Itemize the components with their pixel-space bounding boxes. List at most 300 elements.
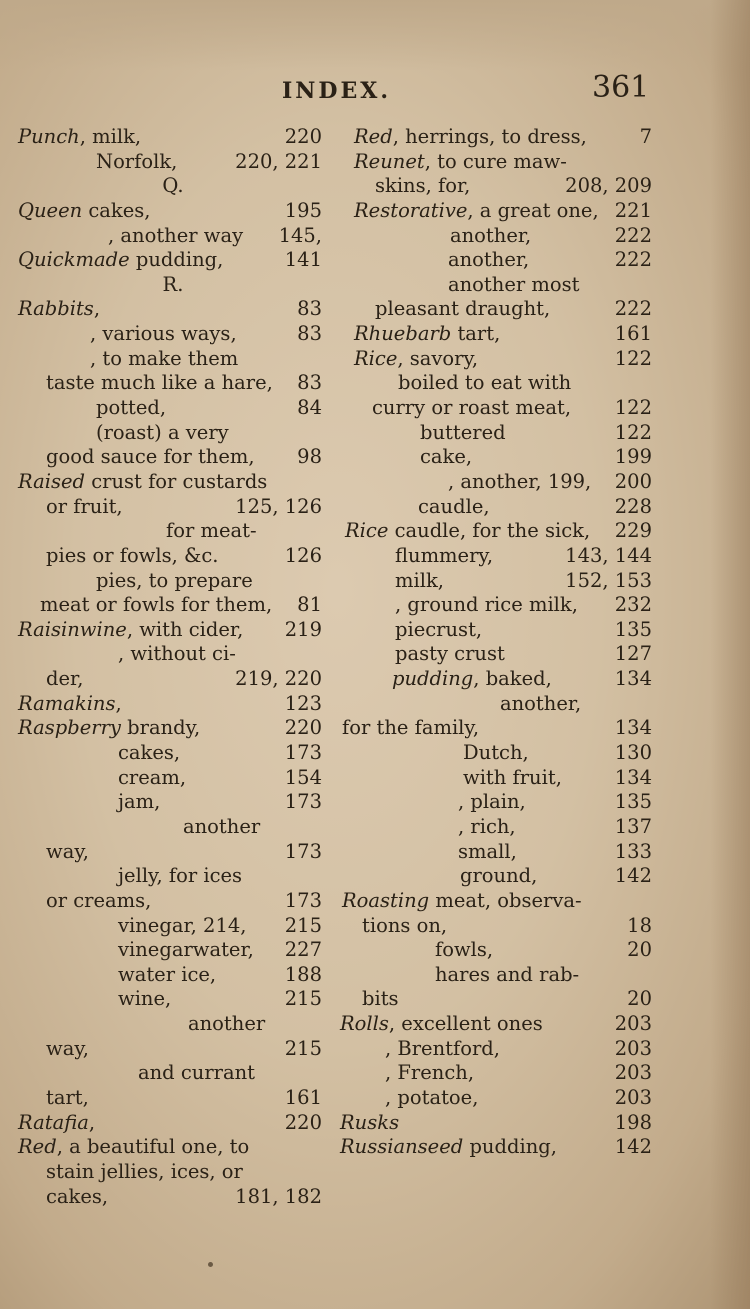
entry-text (375, 297, 550, 322)
entry-text (96, 569, 253, 594)
entry-description: cakes, (46, 1184, 109, 1208)
entry-description: skins, for, (375, 174, 471, 198)
index-entry (340, 174, 662, 199)
index-entry (18, 174, 328, 199)
entry-page-number: 199 (614, 445, 652, 469)
entry-page-number: 123 (284, 691, 322, 715)
entry-description: , plain, (458, 790, 526, 814)
entry-heading: Ratafia (18, 1110, 89, 1134)
entry-text (118, 914, 246, 939)
index-entry (18, 618, 328, 643)
entry-text (118, 790, 160, 815)
entry-page-number: 122 (614, 420, 652, 444)
entry-page-number: 83 (297, 297, 322, 321)
entry-heading: Rusks (340, 1110, 400, 1134)
entry-description: cakes, (82, 198, 151, 222)
index-entry (18, 864, 328, 889)
entry-text (166, 519, 257, 544)
page-header (0, 70, 750, 110)
entry-page-number: 188 (284, 962, 322, 986)
index-entry (18, 815, 328, 840)
index-entry (340, 519, 662, 544)
entry-text (463, 741, 529, 766)
index-entry (340, 790, 662, 815)
entry-text (90, 322, 237, 347)
entry-description: , without ci- (118, 642, 236, 666)
entry-heading: Red (354, 125, 393, 148)
index-entry (340, 766, 662, 791)
entry-text (118, 963, 216, 988)
entry-description: another, (448, 248, 530, 272)
page-title: INDEX. (282, 78, 391, 104)
entry-text (463, 766, 562, 791)
entry-description: ground, (460, 864, 538, 888)
entry-page-number: 215 (284, 987, 322, 1011)
index-entry (340, 864, 662, 889)
entry-page-number: 134 (614, 765, 652, 789)
entry-heading: Russianseed (340, 1135, 464, 1159)
entry-page-number: 130 (614, 741, 652, 765)
index-entry (18, 396, 328, 421)
entry-description: Norfolk, (96, 149, 178, 173)
index-column-right (340, 125, 662, 1160)
entry-page-number: 203 (614, 1061, 652, 1085)
entry-description: way, (46, 1036, 89, 1060)
entry-text (18, 692, 122, 717)
entry-text (183, 815, 260, 840)
entry-page-number: 134 (614, 716, 652, 740)
entry-page-number: 143, 144 (565, 543, 652, 567)
entry-page-number: 208, 209 (565, 174, 652, 198)
entry-text (118, 987, 171, 1012)
entry-heading: Rhuebarb (354, 322, 452, 346)
entry-text (342, 716, 479, 741)
entry-page-number: 203 (614, 1085, 652, 1109)
entry-description: , another way (108, 223, 244, 247)
entry-text (46, 495, 123, 520)
entry-text (340, 1012, 543, 1037)
entry-text (118, 766, 186, 791)
entry-heading: Quickmade (18, 248, 130, 272)
entry-text (420, 445, 472, 470)
index-entry (340, 199, 662, 224)
entry-page-number: 98 (297, 445, 322, 469)
entry-page-number: 161 (614, 322, 652, 346)
entry-description: , a great one, (467, 198, 599, 222)
index-entry (18, 322, 328, 347)
entry-page-number: 134 (614, 667, 652, 691)
index-entry (18, 1160, 328, 1185)
entry-text (354, 199, 599, 224)
entry-description: small, (458, 839, 517, 863)
index-entry (340, 815, 662, 840)
entry-description: , Brentford, (385, 1036, 500, 1060)
index-entry (18, 1185, 328, 1210)
entry-description: or creams, (46, 888, 152, 912)
index-entry (340, 445, 662, 470)
entry-description: der, (46, 667, 84, 691)
entry-heading: Rolls (340, 1012, 389, 1036)
entry-text (18, 618, 243, 643)
entry-heading: Rice (345, 519, 389, 543)
entry-description: boiled to eat with (398, 371, 572, 395)
entry-page-number: 122 (614, 396, 652, 420)
index-entry (18, 199, 328, 224)
entry-text (500, 692, 581, 717)
index-entry (18, 667, 328, 692)
entry-description: brandy, (120, 716, 201, 740)
entry-page-number: 195 (284, 198, 322, 222)
entry-page-number: 141 (284, 248, 322, 272)
index-entry (340, 273, 662, 298)
entry-heading: Roasting (342, 888, 430, 912)
index-entry (18, 421, 328, 446)
entry-text (435, 938, 493, 963)
entry-text (138, 1061, 255, 1086)
entry-text (354, 347, 478, 372)
index-entry (18, 963, 328, 988)
entry-page-number: 227 (284, 938, 322, 962)
index-entry (340, 889, 662, 914)
index-entry (18, 248, 328, 273)
entry-text (40, 593, 272, 618)
index-entry (18, 642, 328, 667)
entry-page-number: 133 (614, 839, 652, 863)
index-entry (340, 667, 662, 692)
entry-text (458, 790, 526, 815)
entry-page-number: 142 (614, 1135, 652, 1159)
entry-text (458, 815, 516, 840)
entry-text (188, 1012, 265, 1037)
index-entry (340, 840, 662, 865)
entry-heading: pudding (392, 667, 474, 691)
entry-text (392, 667, 552, 692)
index-entry (18, 987, 328, 1012)
entry-text (18, 199, 151, 224)
entry-description: , with cider, (126, 617, 244, 641)
index-entry (340, 716, 662, 741)
entry-text (340, 1111, 399, 1136)
entry-text (450, 224, 531, 249)
index-entry (18, 766, 328, 791)
index-entry (340, 1086, 662, 1111)
page-stain (0, 0, 750, 70)
entry-description: , a beautiful one, to (56, 1135, 250, 1159)
entry-description: taste much like a hare, (46, 371, 273, 395)
entry-description: , savory, (397, 346, 479, 370)
entry-description: , French, (385, 1061, 475, 1085)
entry-text (46, 840, 89, 865)
entry-description: jelly, for ices (118, 864, 243, 888)
entry-description: water ice, (118, 962, 217, 986)
index-entry (340, 569, 662, 594)
entry-page-number: 81 (297, 593, 322, 617)
entry-description: good sauce for them, (46, 445, 255, 469)
entry-page-number: 173 (284, 741, 322, 765)
entry-description: , various ways, (90, 322, 237, 346)
entry-description: caudle, for the sick, (388, 519, 591, 543)
entry-text (458, 840, 517, 865)
entry-page-number: 229 (614, 519, 652, 543)
entry-page-number: 222 (614, 248, 652, 272)
index-entry (340, 150, 662, 175)
entry-text (342, 889, 582, 914)
index-entry (18, 224, 328, 249)
entry-text (460, 864, 537, 889)
entry-page-number: 219 (284, 617, 322, 641)
entry-heading: Rabbits (18, 297, 94, 321)
entry-text (46, 667, 83, 692)
entry-page-number: 18 (627, 913, 652, 937)
entry-description: caudle, (418, 494, 490, 518)
entry-page-number: 173 (284, 888, 322, 912)
entry-page-number: 228 (614, 494, 652, 518)
entry-description: and currant (138, 1061, 256, 1085)
index-entry (340, 1061, 662, 1086)
index-entry (340, 396, 662, 421)
index-entry (18, 914, 328, 939)
index-entry (18, 569, 328, 594)
entry-text (420, 421, 506, 446)
entry-page-number: 137 (614, 814, 652, 838)
entry-description: cake, (420, 445, 473, 469)
entry-description: tart, (46, 1085, 89, 1109)
entry-text (96, 396, 166, 421)
entry-text (46, 1037, 89, 1062)
entry-description: , another, 199, (448, 469, 592, 493)
entry-heading: Raisinwine (18, 617, 127, 641)
entry-description: another (188, 1012, 266, 1036)
entry-page-number: 232 (614, 593, 652, 617)
entry-description: , (115, 691, 122, 715)
entry-page-number: 220 (284, 125, 322, 148)
entry-text (354, 322, 500, 347)
entry-description: pleasant draught, (375, 297, 551, 321)
entry-page-number: 20 (627, 987, 652, 1011)
index-entry (340, 297, 662, 322)
entry-page-number: 135 (614, 790, 652, 814)
entry-page-number: 145, (278, 223, 322, 247)
entry-text (46, 1086, 89, 1111)
entry-page-number: 135 (614, 617, 652, 641)
entry-description: pies or fowls, &c. (46, 543, 219, 567)
index-entry (340, 322, 662, 347)
entry-page-number: 203 (614, 1012, 652, 1036)
entry-text (18, 1111, 95, 1136)
index-column-left (18, 125, 328, 1209)
entry-text (395, 642, 505, 667)
index-entry (18, 1111, 328, 1136)
index-entry (340, 642, 662, 667)
index-entry (340, 224, 662, 249)
index-entry (18, 938, 328, 963)
index-entry (18, 297, 328, 322)
entry-page-number: 215 (284, 913, 322, 937)
index-entry (340, 544, 662, 569)
index-entry (340, 1135, 662, 1160)
index-entry (18, 840, 328, 865)
index-entry (18, 1061, 328, 1086)
index-entry (340, 618, 662, 643)
entry-description: (roast) a very (96, 420, 229, 444)
index-entry (340, 593, 662, 618)
entry-text (118, 741, 180, 766)
entry-page-number: 215 (284, 1036, 322, 1060)
entry-description: cakes, (118, 741, 181, 765)
section-letter: Q. (162, 174, 184, 198)
entry-description: , potatoe, (385, 1085, 479, 1109)
entry-page-number: 222 (614, 223, 652, 247)
entry-description: way, (46, 839, 89, 863)
entry-text (395, 544, 493, 569)
entry-description: jam, (118, 790, 161, 814)
entry-text (90, 347, 238, 372)
entry-page-number: 122 (614, 346, 652, 370)
entry-text (108, 224, 243, 249)
entry-description: , to make them (90, 346, 239, 370)
entry-page-number: 125, 126 (235, 494, 322, 518)
index-entry (18, 470, 328, 495)
entry-page-number: 20 (627, 938, 652, 962)
entry-text (118, 642, 236, 667)
entry-text (46, 1185, 108, 1210)
entry-text (395, 618, 482, 643)
index-entry (18, 371, 328, 396)
entry-description: tart, (451, 322, 501, 346)
entry-heading: Rice (354, 346, 398, 370)
index-entry (18, 495, 328, 520)
entry-text (395, 569, 444, 594)
entry-description: another most (448, 272, 580, 296)
entry-description: fowls, (435, 938, 494, 962)
entry-description: tions on, (362, 913, 448, 937)
entry-description: for meat- (166, 519, 257, 543)
entry-description: another (183, 814, 261, 838)
entry-description: potted, (96, 396, 167, 420)
index-entry (340, 914, 662, 939)
entry-heading: Queen (18, 198, 83, 222)
entry-page-number: 161 (284, 1085, 322, 1109)
index-entry (340, 347, 662, 372)
entry-text (46, 445, 255, 470)
index-entry (18, 716, 328, 741)
entry-text (385, 1086, 478, 1111)
entry-page-number: 142 (614, 864, 652, 888)
entry-text (46, 544, 219, 569)
entry-page-number: 219, 220 (235, 667, 322, 691)
index-entry (18, 1012, 328, 1037)
entry-description: , (93, 297, 101, 321)
entry-description: wine, (118, 987, 172, 1011)
index-entry (340, 741, 662, 766)
entry-text (340, 1135, 557, 1160)
entry-description: curry or roast meat, (372, 396, 572, 420)
index-entry (18, 347, 328, 372)
index-entry (340, 495, 662, 520)
entry-heading: Ramakins (18, 691, 116, 715)
index-entry (18, 1037, 328, 1062)
entry-text (448, 248, 529, 273)
entry-text (354, 150, 567, 175)
entry-text (372, 396, 571, 421)
index-entry (18, 150, 328, 175)
entry-description: crust for custards (85, 469, 268, 493)
index-entry (340, 125, 662, 150)
entry-page-number: 198 (614, 1110, 652, 1134)
ink-speck (208, 1262, 213, 1267)
entry-description: meat, observa- (429, 888, 582, 912)
entry-page-number: 84 (297, 396, 322, 420)
entry-text (46, 371, 273, 396)
page-edge-shadow (710, 0, 750, 1309)
entry-text (385, 1061, 474, 1086)
entry-text (18, 470, 267, 495)
entry-heading: Red (18, 1135, 57, 1159)
entry-text (18, 125, 141, 150)
entry-page-number: 181, 182 (235, 1184, 322, 1208)
entry-page-number: 83 (297, 322, 322, 346)
index-entry (340, 1012, 662, 1037)
entry-description: , excellent ones (388, 1012, 543, 1036)
entry-page-number: 221 (614, 198, 652, 222)
entry-page-number: 152, 153 (565, 568, 652, 592)
index-entry (18, 544, 328, 569)
entry-page-number: 127 (614, 642, 652, 666)
entry-description: , (88, 1110, 96, 1134)
index-entry (18, 273, 328, 298)
index-entry (340, 938, 662, 963)
entry-description: with fruit, (463, 765, 562, 789)
entry-description: pudding, (129, 248, 224, 272)
entry-page-number: 220, 221 (235, 149, 322, 173)
entry-text (395, 593, 578, 618)
index-entry (18, 593, 328, 618)
entry-heading: Punch (18, 125, 80, 148)
entry-text (18, 248, 223, 273)
entry-text (18, 716, 200, 741)
entry-page-number: 126 (284, 543, 322, 567)
index-entry (340, 421, 662, 446)
entry-text (354, 125, 587, 150)
entry-description: cream, (118, 765, 187, 789)
index-entry (340, 987, 662, 1012)
entry-text (375, 174, 470, 199)
page-number: 361 (592, 70, 650, 105)
entry-text (418, 495, 490, 520)
index-entry (18, 790, 328, 815)
entry-description: piecrust, (395, 617, 483, 641)
index-entry (18, 889, 328, 914)
entry-text (46, 1160, 243, 1185)
entry-description: , to cure maw- (424, 149, 567, 173)
entry-description: buttered (420, 420, 506, 444)
index-entry (18, 1086, 328, 1111)
entry-heading: Raspberry (18, 716, 121, 740)
entry-description: , ground rice milk, (395, 593, 578, 617)
entry-description: Dutch, (463, 741, 529, 765)
section-letter: R. (162, 272, 184, 296)
entry-page-number: 220 (284, 716, 322, 740)
entry-heading: Restorative (354, 198, 468, 222)
entry-text (345, 519, 590, 544)
index-entry (18, 445, 328, 470)
entry-page-number: 222 (614, 297, 652, 321)
entry-description: hares and rab- (435, 962, 580, 986)
index-entry (18, 125, 328, 150)
entry-description: flummery, (395, 543, 494, 567)
entry-page-number: 154 (284, 765, 322, 789)
entry-text (96, 421, 229, 446)
